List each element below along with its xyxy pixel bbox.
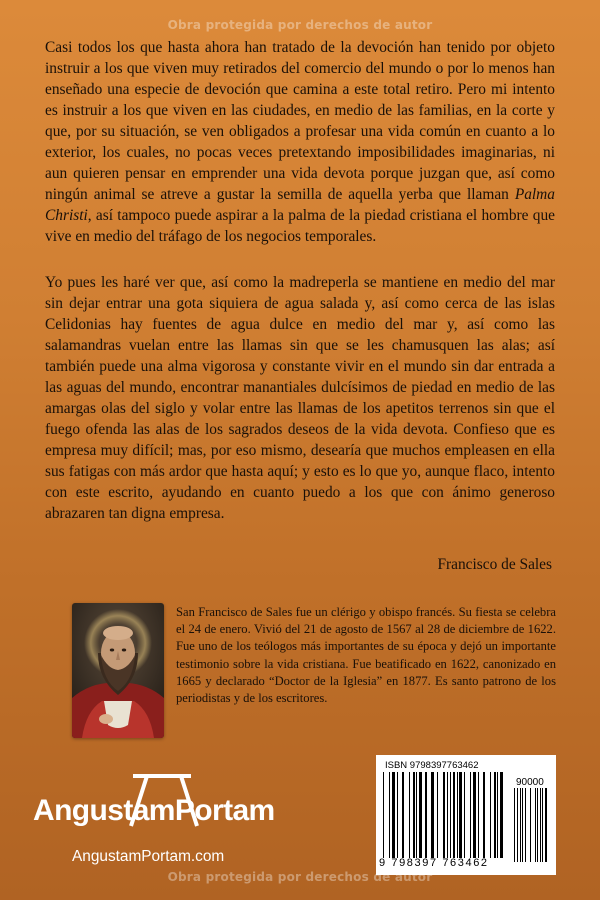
watermark-bottom: Obra protegida por derechos de autor: [167, 870, 433, 884]
barcode-bar: [540, 788, 541, 862]
barcode-bar: [535, 788, 536, 862]
barcode-bar: [542, 788, 543, 862]
barcode-bar: [457, 772, 458, 858]
barcode-bar: [478, 772, 479, 858]
barcode-bar: [425, 772, 427, 858]
price-code: 90000: [516, 777, 544, 788]
barcode-bar: [500, 772, 503, 858]
barcode-bar: [437, 772, 438, 858]
barcode-bar: [389, 772, 390, 858]
barcode-bar: [419, 772, 422, 858]
publisher-website: AngustamPortam.com: [72, 848, 225, 865]
barcode-bar: [483, 772, 485, 858]
barcode-bar: [520, 788, 521, 862]
author-bio: San Francisco de Sales fue un clérigo y obispo francés. Su fiesta se celebra el 24 de enero. Vivió del 21 de agosto de 1567 al 28 de diciembre de 1622. Fue uno de los teólogos más importantes de su época y dejó un importante testimonio sobre la vida cristiana. Fue beatificado en 1622, canonizado en 1665 y declarado “Doctor de la Iglesia” en 1877. Es santo patrono de los periodistas y de los escritores.: [176, 605, 556, 706]
barcode-bar: [537, 788, 538, 862]
barcode-bar: [490, 772, 491, 858]
barcode-bar: [392, 772, 395, 858]
barcode-bar: [409, 772, 410, 858]
barcode-bar: [545, 788, 547, 862]
paragraph-1-part-3: , así tampoco puede aspirar a la palma de la piedad cristiana el hombre que vive en medio del tráfago de los negocios temporales.: [45, 207, 555, 245]
signature: Francisco de Sales: [437, 556, 552, 573]
barcode-bar: [514, 788, 515, 862]
publisher-logo: [33, 768, 298, 838]
barcode-bar: [517, 788, 518, 862]
isbn-label: ISBN 9798397763462: [385, 760, 479, 771]
barcode-bar: [453, 772, 455, 858]
barcode-bar: [416, 772, 417, 858]
barcode-bar: [431, 772, 434, 858]
barcode-bar: [383, 772, 384, 858]
barcode-bar: [530, 788, 531, 862]
price-code-bars: [514, 788, 552, 862]
isbn-barcode: [376, 755, 556, 875]
barcode-bar: [494, 772, 496, 858]
barcode-bar: [459, 772, 462, 858]
barcode-digits: 9 798397 763462: [379, 857, 489, 869]
barcode-bar: [397, 772, 398, 858]
paragraph-1-part-1: Casi todos los que hasta ahora han tratado de la devoción han tenido por objeto instruir a los que viven muy retirados del comercio del mundo o por lo menos han enseñado una especie de devoción que camina a este total retiro. Pero mi intento es instruir a los que viven en las ciudades, en medio de las familias, en la corte y que, por su situación, se ven obligados a profesar una vida común en cuanto a lo exterior, los cuales, no pocas veces pretextando imposibilidades imaginarias, ni aun quieren pensar en emprender una vida devota porque juzgan que, así como ningún animal se atreve a gustar la semilla de aquella yerba que llaman: [45, 39, 555, 203]
barcode-bars: [383, 772, 508, 858]
paragraph-1: [45, 37, 555, 247]
barcode-bar: [443, 772, 445, 858]
watermark-top: Obra protegida por derechos de autor: [167, 18, 433, 32]
barcode-bar: [450, 772, 451, 858]
barcode-bar: [522, 788, 523, 862]
barcode-bar: [525, 788, 526, 862]
barcode-bar: [473, 772, 476, 858]
paragraph-1-italic: Palma Christi: [45, 186, 555, 224]
barcode-bar: [497, 772, 498, 858]
barcode-bar: [447, 772, 448, 858]
paragraph-2: Yo pues les haré ver que, así como la madreperla se mantiene en medio del mar sin dejar entrar una gota siquiera de agua salada y, así como cerca de las islas Celidonias hay fuentes de agua dulce en medio del mar y, así como las salamandras vuelan entre las llamas sin que se les chamusquen las alas; así también puede una alma vigorosa y constante vivir en el mundo sin dar entrada a las aguas del mundo, encontrar manantiales dulcísimos de piedad en medio de las amargas olas del siglo y volar entre las llamas de los apetitos terrenos sin que el fuego ofenda las alas de los sagrados deseos de la vida devota. Confieso que es empresa muy difícil; mas, por eso mismo, desearía que muchos empleasen en ella sus fatigas con más ardor que hasta aquí; y esto es lo que yo, aunque flaco, intento con este escrito, ayudando en cuanto puedo a los que con ánimo generoso abrazaren tan digna empresa.: [45, 274, 555, 522]
barcode-bar: [470, 772, 471, 858]
author-portrait: [72, 603, 164, 738]
barcode-bar: [413, 772, 415, 858]
publisher-logo-text: AngustamPortam: [33, 794, 275, 827]
barcode-bar: [402, 772, 404, 858]
barcode-bar: [464, 772, 465, 858]
